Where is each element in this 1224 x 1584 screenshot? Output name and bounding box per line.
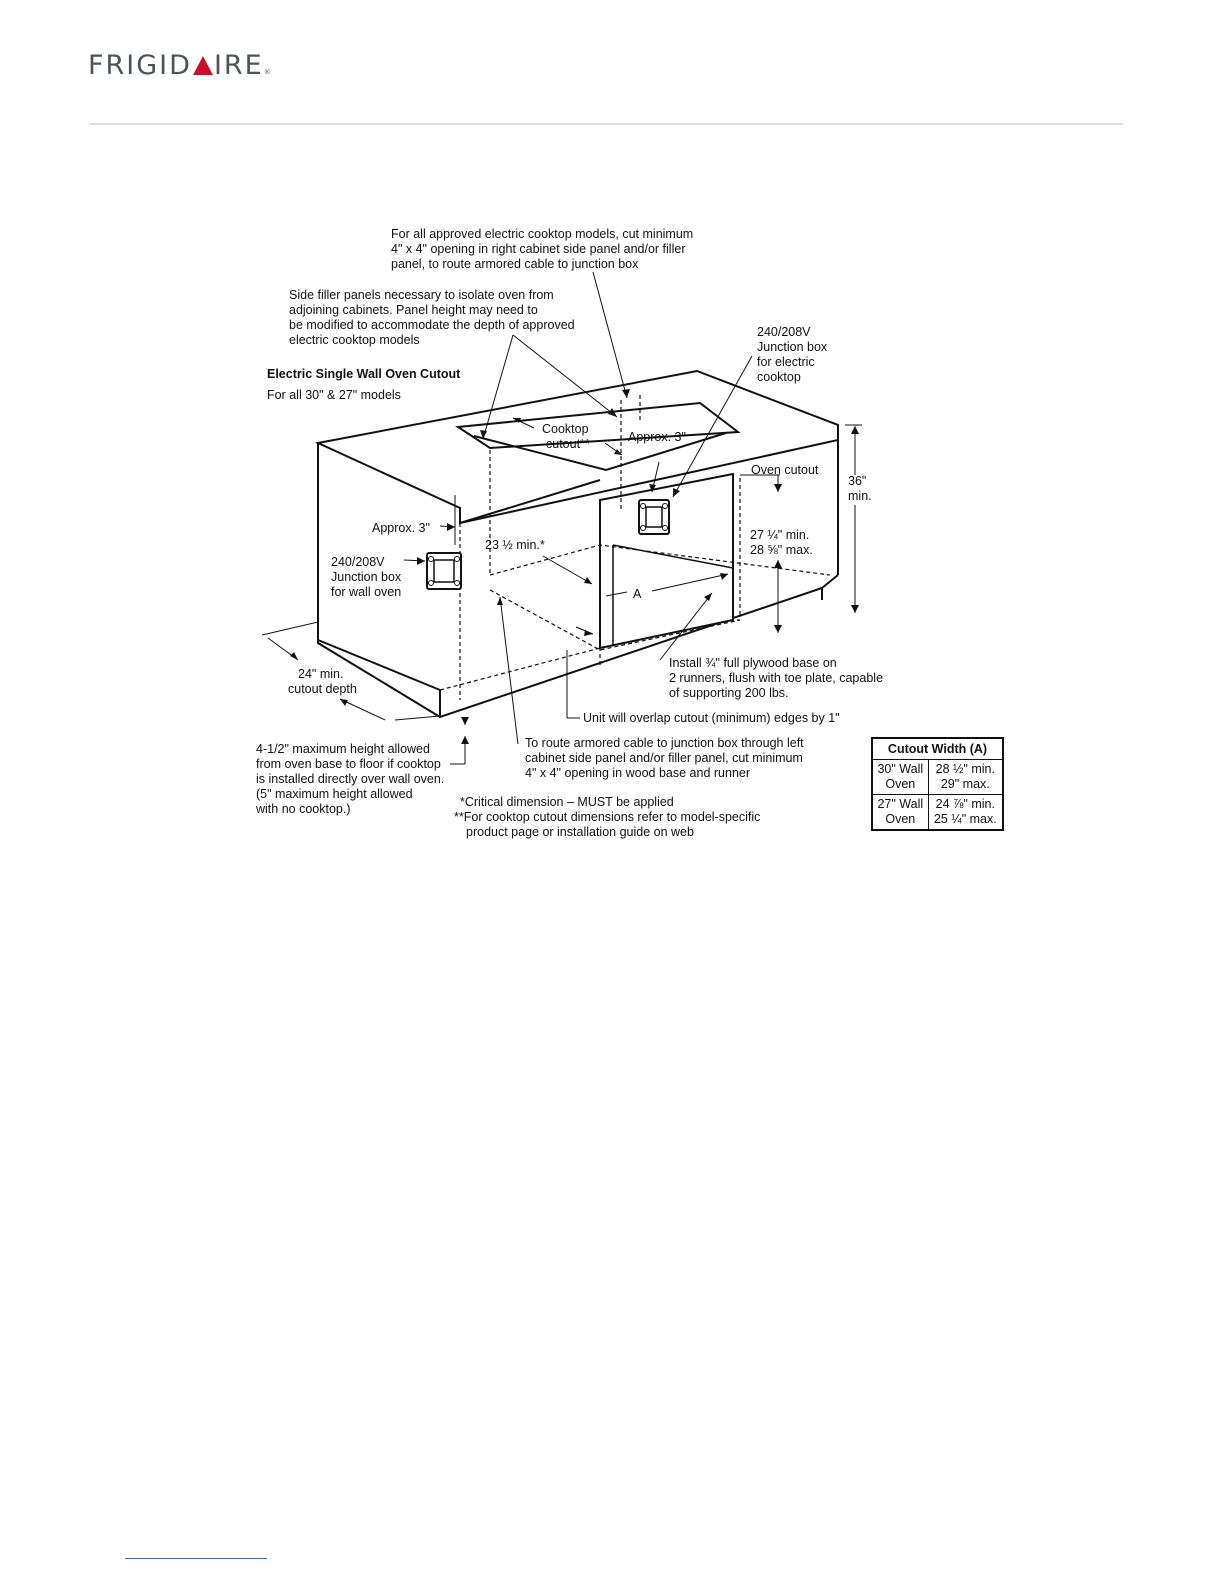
callout-line: for wall oven [331,585,402,599]
callout-line: cutout depth [288,682,357,696]
left-route-callout [525,736,804,780]
approx-3-right-label: Approx. 3" [628,430,686,444]
callout-line: Cooktop [542,422,589,436]
electric-cooktop-opening-callout [391,227,693,271]
callout-line: 4" x 4" opening in wood base and runner [525,766,751,780]
logo-text-left: FRIGID [88,50,192,81]
footnotes [454,795,760,839]
max-height-callout [255,742,444,816]
junction-box-oven-icon [427,553,461,589]
callout-line: is installed directly over wall oven. [256,772,445,786]
footnote-line: product page or installation guide on web [466,825,694,839]
diagram-title: Electric Single Wall Oven Cutout [267,367,461,381]
cell-line: 29" max. [940,777,990,791]
cell-line: 28 ½" min. [935,762,995,776]
cell-line: 25 ¼" max. [933,812,997,826]
callout-line: min. [848,489,872,503]
callout-line: 36" [848,474,867,488]
registered-mark: ® [263,68,271,76]
cutout-width-table [871,737,1004,831]
callout-line: adjoining cabinets. Panel height may need to [289,303,538,317]
cooktop-cutout-label [542,422,590,451]
depth-24-label [288,667,357,696]
table-title: Cutout Width (A) [872,738,1003,760]
cell-line: Oven [885,777,916,791]
cell-line: 27" Wall [877,797,924,811]
callout-line: for electric [757,355,815,369]
callout-line: cooktop [757,370,801,384]
callout-line: electric cooktop models [289,333,420,347]
callout-line: 240/208V [757,325,811,339]
table-cell-model [872,760,928,795]
callout-line: cabinet side panel and/or filler panel, cut minimum [525,751,803,765]
table-cell-model [872,795,928,831]
table-cell-width [928,760,1003,795]
callout-line: (5" maximum height allowed [256,787,413,801]
callout-line: cutout** [546,437,590,451]
cell-line: Oven [885,812,916,826]
callout-line: Junction box [757,340,828,354]
callout-line: 240/208V [331,555,385,569]
table-row [872,760,1003,795]
junction-cooktop-callout [757,325,828,384]
cell-line: 24 ⅞" min. [935,797,995,811]
callout-line: Junction box [331,570,402,584]
junction-oven-callout [331,555,402,599]
callout-line: For all approved electric cooktop models, cut minimum [391,227,694,241]
callout-line: Side filler panels necessary to isolate oven from [289,288,554,302]
junction-box-cooktop-icon [639,500,669,534]
width-a-label: A [633,587,642,601]
callout-line: Install ¾" full plywood base on [669,656,837,670]
overlap-label: Unit will overlap cutout (minimum) edges by 1" [583,711,840,725]
callout-line: 4-1/2" maximum height allowed [256,742,430,756]
callout-line: with no cooktop.) [256,802,351,816]
callout-line: 24" min. [298,667,344,681]
callout-line: of supporting 200 lbs. [669,686,789,700]
footnote-line: **For cooktop cutout dimensions refer to model-specific [454,810,761,824]
approx-3-left-label: Approx. 3" [372,521,430,535]
footer-link-underline[interactable] [125,1558,267,1559]
callout-line: 28 ⅝" max. [750,543,813,557]
logo-text-right: IRE [213,50,264,81]
table-row [872,795,1003,831]
depth-23-label: 23 ½ min.* [485,538,545,552]
table-cell-width [928,795,1003,831]
height-27-label [750,528,813,557]
callout-line: be modified to accommodate the depth of approved [289,318,575,332]
callout-line: 2 runners, flush with toe plate, capable [669,671,884,685]
height-36-label [848,474,872,503]
footnote-line: *Critical dimension – MUST be applied [460,795,674,809]
callout-line: 27 ¼" min. [750,528,810,542]
table-header-row [872,738,1003,760]
side-filler-callout [289,288,575,347]
diagram-subtitle: For all 30" & 27" models [267,388,401,402]
callout-line: To route armored cable to junction box through left [525,736,804,750]
cell-line: 30" Wall [877,762,924,776]
callout-line: 4" x 4" opening in right cabinet side panel and/or filler [391,242,686,256]
plywood-base-callout [669,656,883,700]
callout-line: panel, to route armored cable to junction box [391,257,639,271]
oven-cutout-label: Oven cutout [751,463,819,477]
callout-line: from oven base to floor if cooktop [256,757,441,771]
